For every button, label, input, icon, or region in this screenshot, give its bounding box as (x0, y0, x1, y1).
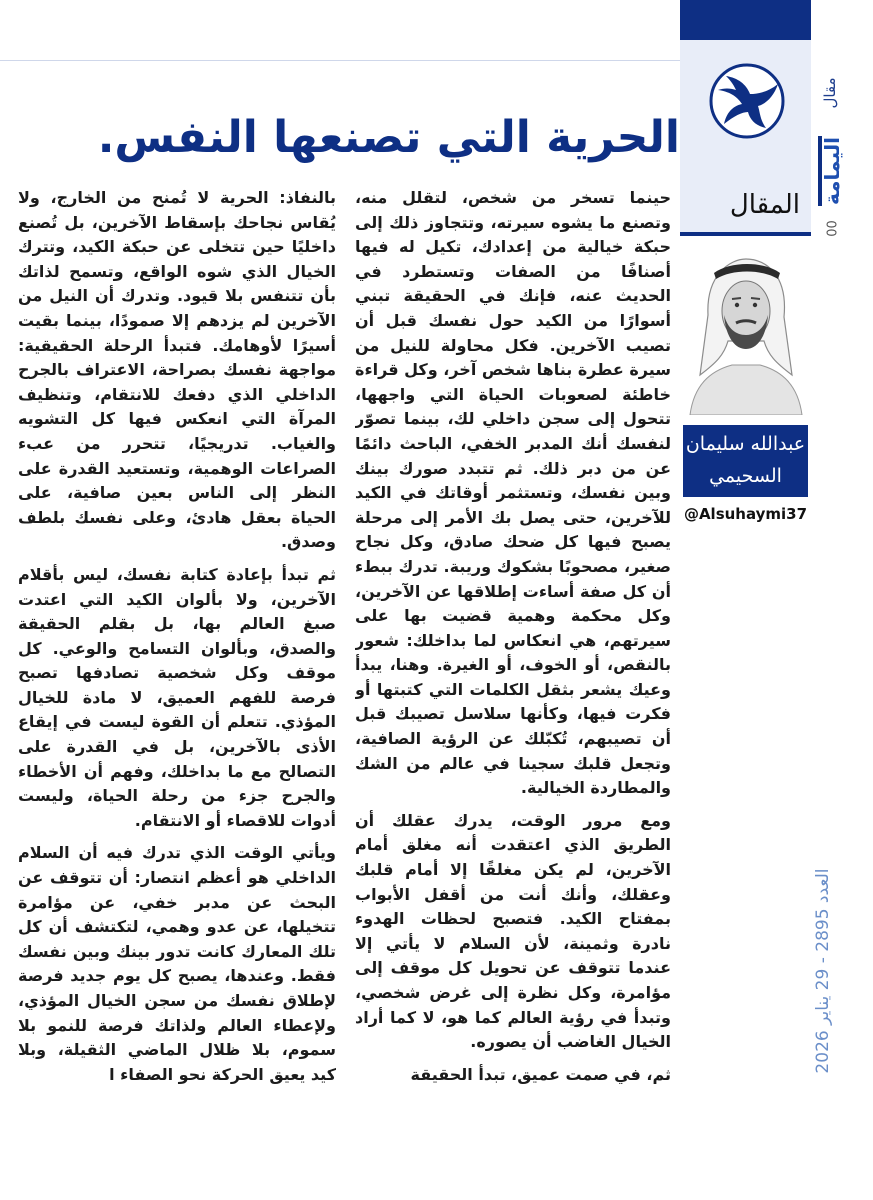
author-name-line1: عبدالله سليمان (685, 433, 806, 455)
paragraph: حينما تسخر من شخص، لتقلل منه، وتصنع ما يشوه سيرته، وتتجاوز ذلك إلى حبكة خيالية من إعدادك، تكيل له فيها أصنافًا من الصفات وتستطرد في الحديث عنه، فإنك في الحقيقة تبني أسوارًا من الكيد حول نفسك قبل أن تصيب الآخرين. فكل محاولة للنيل من سيرة عطرة بناها شخص آخر، وكل قراءة خاطئة لصعوبات الحياة التي واجهها، تتحول إلى سجن داخلي لك، بينما تصوّر لنفسك أنك المدبر الخفي، الباحث دائمًا عن من دبر ذلك. ثم تتبدد صورك بينك وبين نفسك، وتستثمر أوقاتك في الكيد للآخرين، حتى يصل بك الأمر إلى مرحلة يصبح فيها كل ضحك صادق، وكل نجاح صغير، مصحوبًا بشكوك وريبة. تدرك ببطء أن كل صفة أساءت إطلاقها عن الآخرين، وكل محكمة وهمية قضيت بها على سيرتهم، هي انعكاس لما بداخلك: شعور بالنقص، أو الخوف، أو الغيرة. وهنا، يبدأ وعيك يشعر بثقل الكلمات التي كتبتها أو فكرت فيها، وكأنها سلاسل تصيبك قبل أن تصيبهم، تُكبّلك عن الرؤية الصافية، وتجعل قلبك سجينا في عالم من الشك والمطاردة الخيالية. (355, 188, 671, 798)
section-heading: المقال (729, 190, 800, 220)
section-tag: مقال (821, 77, 839, 109)
top-rule (0, 60, 680, 61)
article-headline: الحرية التي تصنعها النفس. (97, 112, 680, 163)
swift-bird-icon (708, 62, 786, 140)
author-handle[interactable]: @Alsuhaymi37 (683, 505, 808, 523)
author-name-box (683, 425, 808, 497)
page-number: 00 (825, 220, 841, 237)
issue-line: العدد 2895 - 29 يناير 2026 (813, 868, 833, 1074)
article-column-left (18, 186, 336, 1166)
article-column-right (355, 186, 671, 1166)
author-portrait (680, 245, 811, 415)
brand-logo: اليمامة (820, 137, 844, 205)
paragraph: ومع مرور الوقت، يدرك عقلك أن الطريق الذي اعتقدت أنه مغلق أمام الآخرين، لم يكن مغلقًا إلا أمام قلبك وعقلك، وأنك أنت من أقفل الأبواب بمفتاح الكيد. فتصبح لحظات الهدوء نادرة وثمينة، لأن السلام لا يأتي إلا عندما تتوقف عن تحويل كل موقف إلى مؤامرة، وكل نظرة إلى غرض شخصي، وتبدأ في رؤية العالم كما هو، لا كما أراد الخيال الغاضب أن يصوره. (355, 810, 671, 1052)
paragraph: بالنفاذ: الحرية لا تُمنح من الخارج، ولا يُقاس نجاحك بإسقاط الآخرين، بل تُصنع داخليًا حين تتخلى عن حبكة الكيد، وتترك الخيال الذي شوه الواقع، وتسمح لذاتك بأن تتنفس بلا قيود. وتدرك أن النيل من الآخرين لم يزدهم إلا صمودًا، بينما بقيت أسيرًا لأوهامك. فتبدأ الرحلة الحقيقية: مواجهة نفسك بصراحة، الاعتراف بالجرح الداخلي الذي دفعك للانتقام، وتنظيف المرآة التي انعكس فيها كل التشويه والغياب. تدريجيًا، تتحرر من عبء الصراعات الوهمية، وتستعيد القدرة على النظر إلى الناس بعين صافية، على الحياة بعقل هادئ، وعلى نفسك بلطف وصدق. (18, 188, 336, 552)
author-name-line2: السحيمي (709, 465, 782, 487)
paragraph: ثم، في صمت عميق، تبدأ الحقيقة (410, 1064, 671, 1084)
paragraph: ثم تبدأ بإعادة كتابة نفسك، ليس بأقلام الآخرين، ولا بألوان الكيد التي اعتدت صبغ العالم بها، بل بقلم الحقيقة والصدق، وبألوان التسامح والوعي. كل موقف وكل شخصية تصادفها تصبح فرصة للفهم العميق، لا مادة للخيال المؤذي. تتعلم أن القوة ليست في إيقاع الأذى بالآخرين، بل في القدرة على التصالح مع ما بداخلك، وفهم أن الأخطاء والجرح جزء من رحلة الحياة، وليست أدوات للاقصاء أو الانتقام. (18, 564, 336, 830)
paragraph: ويأتي الوقت الذي تدرك فيه أن السلام الداخلي هو أعظم انتصار: أن تتوقف عن البحث عن مدبر خفي، عن مؤامرة تتخيلها، عن عدو وهمي، لتكتشف أن كل تلك المعارك كانت تدور بينك وبين نفسك فقط. وعندها، يصبح كل يوم جديد فرصة لإطلاق نفسك من سجن الخيال المؤذي، ولإعطاء العالم ولذاتك فرصة للنمو بلا سموم، بلا ظلال الماضي الثقيلة، وبلا كيد يعيق الحركة نحو الصفاء ا (18, 843, 336, 1084)
header-band-top (680, 0, 811, 40)
header-band-divider (680, 232, 811, 236)
